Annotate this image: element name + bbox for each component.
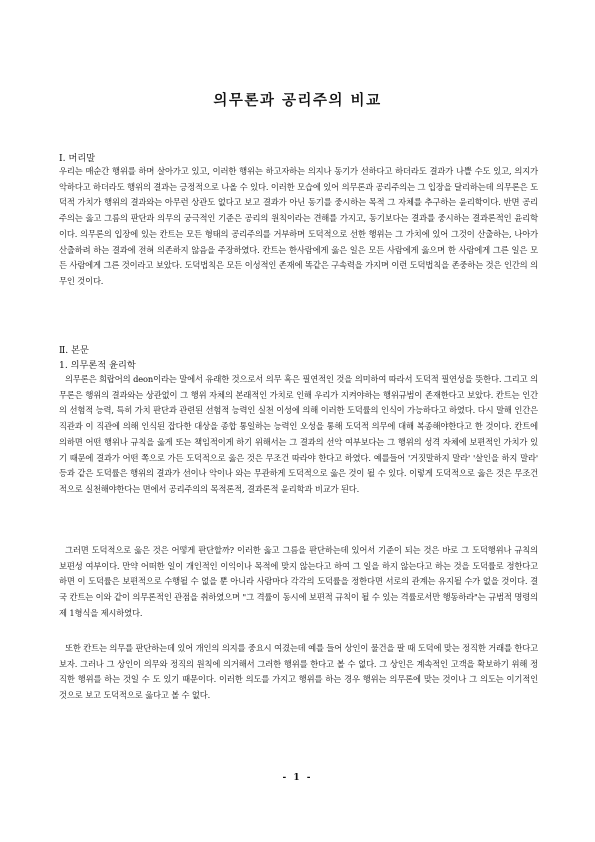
- body-paragraph-2: 그러면 도덕적으로 옳은 것은 어떻게 판단할까? 이러한 옳고 그름을 판단하는데 있어서 기준이 되는 것은 바로 그 도덕행위나 규칙의 보편성 여부이다. 만약 어떠한 일이 개인적인 이익이나 목적에 맞지 않는다고 하여 그 일을 하지 않는다고 하는 것을 도덕률로 정한다고 하면 이 도덕률은 보편적으로 수행될 수 없을 뿐 아니라 사람마다 각각의 도덕률을 정한다면 서로의 관계는 유지될 수가 없을 것이다. 결국 칸트는 이와 같이 의무론적인 관점을 취하였으며 "그 격률이 동시에 보편적 규칙이 될 수 있는 격률로서만 행동하라"는 규범적 명령의 제 1형식을 제시하였다.: [59, 545, 538, 618]
- subsection-heading-deontology: 1. 의무론적 윤리학: [59, 360, 136, 371]
- body-paragraph-3: 또한 칸트는 의무를 판단하는데 있어 개인의 의지를 중요시 여겼는데 예를 들어 상인이 물건을 팔 때 도덕에 맞는 정직한 거래를 한다고 보자. 그러나 그 상인이 의무와 정직의 원칙에 의거해서 그러한 행위를 한다고 볼 수 없다. 그 상인은 계속적인 고객을 확보하기 위해 정직한 행위를 하는 것일 수 도 있기 때문이다. 이러한 의도를 가지고 행위를 하는 경우 행위는 의무론에 맞는 것이나 그 의도는 이기적인 것으로 보고 도덕적으로 옳다고 볼 수 없다.: [59, 643, 538, 701]
- document-title: 의무론과 공리주의 비교: [213, 92, 382, 109]
- page-number: - 1 -: [282, 773, 313, 783]
- intro-paragraph: 우리는 매순간 행위를 하며 살아가고 있고, 이러한 행위는 하고자하는 의지나 동기가 선하다고 하더라도 결과가 나쁠 수도 있고, 의지가 악하다고 하더라도 행위의 결과는 긍정적으로 나올 수 있다. 이러한 모습에 있어 의무론과 공리주의는 그 입장을 달리하는데 의무론은 도덕적 가치가 행위의 결과와는 아무런 상관도 없다고 보고 결과가 아닌 동기를 중시하는 목적 그 자체를 추구하는 윤리학이다. 반면 공리주의는 옳고 그름의 판단과 의무의 궁극적인 기준은 공리의 원칙이라는 견해를 가지고, 동기보다는 결과를 중시하는 결과론적인 윤리학이다. 의무론의 입장에 있는 칸트는 모든 형태의 공리주의를 거부하며 도덕적으로 선한 행위는 그 가치에 있어 그것이 산출하는, 나아가 산출하려 하는 결과에 전혀 의존하지 않음을 주장하였다. 칸트는 한사람에게 옳은 일은 모든 사람에게 옳으며 한 사람에게 그른 일은 모든 사람에게 그른 것이라고 보았다. 도덕법칙은 모든 이성적인 존재에 똑같은 구속력을 가지며 이런 도덕법칙을 존중하는 것은 인간의 의무인 것이다.: [59, 166, 538, 286]
- section-heading-body: Ⅱ. 본문: [59, 345, 89, 356]
- section-heading-intro: Ⅰ. 머리말: [59, 153, 96, 164]
- body-paragraph-1: 의무론은 희랍어의 deon이라는 말에서 유래한 것으로서 의무 혹은 필연적인 것을 의미하여 따라서 도덕적 필연성을 뜻한다. 그리고 의무론은 행위의 결과와는 상관없이 그 행위 자체의 본래적인 가치로 인해 우리가 지켜야하는 행위규범이 존재한다고 보았다. 칸트는 인간의 선험적 능력, 특히 가치 판단과 관련된 선험적 능력인 실천 이성에 의해 이러한 도덕률의 인식이 가능하다고 하였다. 다시 말해 인간은 직관과 이 직관에 의해 인식된 잡다한 대상을 종합 통일하는 능력인 오성을 통해 도덕적 의무에 대해 복종해야한다고 한 것이다. 칸트에 의하면 어떤 행위나 규칙을 옳게 또는 책임적이게 하기 위해서는 그 결과의 선악 여부보다는 그 행위의 성격 자체에 보편적인 가치가 있기 때문에 결과가 어떤 쪽으로 가든 도덕적으로 옳은 것은 무조건 따라야 한다고 하였다. 예를들어 '거짓말하지 말라' '살인을 하지 말라' 등과 같은 도덕률은 행위의 결과가 선이나 악이나 와는 무관하게 도덕적으로 옳은 것이 될 수 있다. 이렇게 도덕적으로 옳은 것은 무조건적으로 실천해야한다는 면에서 공리주의의 목적론적, 결과론적 윤리학과 비교가 된다.: [59, 374, 538, 494]
